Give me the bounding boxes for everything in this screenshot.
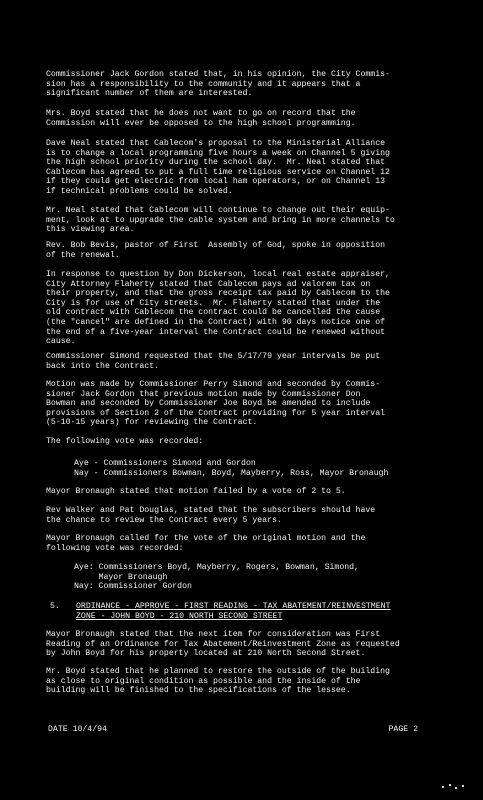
text-line: Rev. Bob Bevis, pastor of First Assembly of God, spoke in opposition [46, 241, 386, 250]
text-line: Motion was made by Commissioner Perry Simond and seconded by Commis- [46, 380, 381, 389]
vote-record-amendment [74, 459, 454, 478]
vote-line: Mayor Bronaugh [74, 572, 168, 582]
text-line: Reading of an Ordinance for Tax Abatement/Reinvestment Zone as requested [46, 639, 400, 649]
text-line: their property, and that the gross receipt tax paid by Cablecom to the [46, 289, 390, 299]
vote-line: Nay: Commissioner Gordon [74, 582, 192, 592]
item-title-line: ORDINANCE - APPROVE - FIRST READING - TAX ABATEMENT/REINVESTMENT [76, 602, 391, 611]
vote-intro [46, 437, 446, 447]
text-line: following vote was recorded: [46, 543, 184, 553]
paragraph-motion [46, 380, 446, 428]
paragraph-gordon-statement [46, 70, 446, 99]
text-line: Mayor Bronaugh called for the vote of the original motion and the [46, 534, 366, 543]
text-line: The following vote was recorded: [46, 437, 204, 446]
footer-page-number: PAGE 2 [388, 725, 418, 734]
item-title-line: ZONE - JOHN BOYD - 210 NORTH SECOND STREET [76, 611, 283, 621]
paragraph-walker-douglas [46, 506, 446, 525]
text-line: this viewing area. [46, 225, 135, 235]
item-title [76, 602, 390, 621]
paragraph-boyd-restore [46, 667, 446, 696]
paragraph-neal-upgrade [46, 206, 446, 235]
text-line: In response to question by Don Dickerson, local real estate appraiser, [46, 270, 390, 279]
text-line: Mr. Neal stated that Cablecom will continue to change out their equip- [46, 206, 390, 215]
paragraph-original-vote-call [46, 534, 446, 553]
text-line: the chance to review the Contract every 5 years. [46, 515, 282, 525]
text-line: provisions of Section 2 of the Contract providing for 5 year interval [46, 408, 386, 418]
text-line: cause. [46, 337, 76, 347]
page-footer [48, 725, 418, 735]
text-line: Mayor Bronaugh stated that motion failed by a vote of 2 to 5. [46, 487, 346, 496]
text-line: building will be finished to the specifications of the lessee. [46, 686, 351, 696]
paragraph-dickerson-question [46, 270, 446, 347]
text-line: Commission will ever be opposed to the high school programming. [46, 118, 356, 128]
text-line: by John Boyd for his property located at 210 North Second Street. [46, 649, 366, 659]
item-number: 5. [50, 602, 60, 611]
scan-noise [440, 783, 470, 791]
paragraph-neal-proposal [46, 139, 446, 197]
text-line: Commissioner Simond requested that the 5/17/79 year intervals be put [46, 352, 381, 361]
text-line: as close to original condition as possible and the inside of the [46, 676, 361, 686]
text-line: ment, look at to upgrade the cable system and bring in more channels to [46, 215, 395, 225]
text-line: sion has a responsibility to the community and it appears that a [46, 79, 361, 89]
text-line: Mrs. Boyd stated that he does not want to go on record that the [46, 109, 356, 118]
text-line: (the "cancel" are defined in the Contract) with 90 days notice one of [46, 317, 386, 327]
text-line: significant number of them are interested. [46, 89, 253, 99]
text-line: Mayor Bronaugh stated that the next item for consideration was First [46, 630, 381, 639]
text-line: the high school priority during the school day. Mr. Neal stated that [46, 158, 386, 168]
text-line: the end of a five-year interval the Contract could be renewed without [46, 327, 386, 337]
text-line: old contract with Cablecom the contract could be cancelled the cause [46, 308, 381, 318]
text-line: Bowman and seconded by Commissioner Joe Boyd be amended to include [46, 399, 371, 409]
text-line: Commissioner Jack Gordon stated that, in his opinion, the City Commis- [46, 70, 390, 79]
text-line: back into the Contract. [46, 361, 160, 371]
text-line: City is for use of City streets. Mr. Flaherty stated that under the [46, 298, 381, 308]
vote-line: Nay - Commissioners Bowman, Boyd, Mayberry, Ross, Mayor Bronaugh [74, 468, 389, 478]
text-line: (5-10-15 years) for reviewing the Contract. [46, 418, 258, 428]
text-line: of the renewal. [46, 250, 120, 260]
text-line: if they could get electric from local ham operators, or on Channel 13 [46, 177, 386, 187]
paragraph-bronaugh-first-reading [46, 630, 446, 659]
vote-line: Aye: Commissioners Boyd, Mayberry, Rogers, Bowman, Simond, [74, 563, 359, 572]
text-line: Rev Walker and Pat Douglas, stated that the subscribers should have [46, 506, 376, 515]
text-line: Dave Neal stated that Cablecom's proposal to the Ministerial Alliance [46, 139, 386, 148]
paragraph-simond-request [46, 352, 446, 371]
paragraph-motion-failed [46, 487, 446, 497]
text-line: City Attorney Flaherty stated that Cablecom pays ad valorem tax on [46, 279, 371, 289]
vote-record-original [74, 563, 454, 592]
vote-line: Aye - Commissioners Simond and Gordon [74, 459, 256, 468]
text-line: if technical problems could be solved. [46, 186, 233, 196]
footer-date: DATE 10/4/94 [48, 725, 107, 734]
paragraph-bevis-opposition [46, 241, 446, 260]
text-line: Cablecom has agreed to put a full time religious service on Channel 12 [46, 167, 390, 177]
text-line: Mr. Boyd stated that he planned to restore the outside of the building [46, 667, 390, 676]
paragraph-boyd-statement [46, 109, 446, 128]
text-line: sioner Jack Gordon that previous motion made by Commissioner Don [46, 389, 361, 399]
text-line: is to change a local programming five hours a week on Channel 5 giving [46, 148, 390, 158]
